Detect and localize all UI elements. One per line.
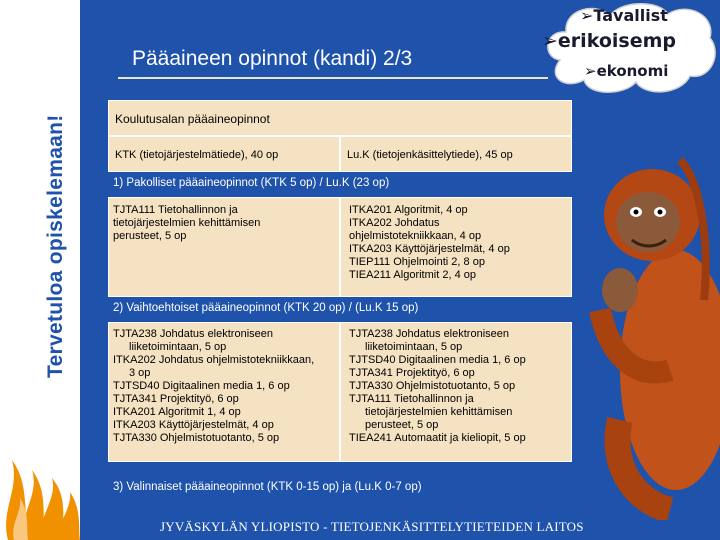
mandatory-right-box xyxy=(340,197,572,297)
sidebar-vertical-text: Tervetuloa opiskelemaan! xyxy=(44,114,67,378)
col-header-left-box xyxy=(108,136,340,172)
list-item: TIEA211 Algoritmit 2, 4 op xyxy=(349,269,476,281)
optional-right-box xyxy=(340,322,572,462)
list-item: TIEP111 Ohjelmointi 2, 8 op xyxy=(349,256,485,268)
optional-right-list xyxy=(349,328,526,445)
bubble-line-3: ➢ekonomi xyxy=(584,62,669,80)
list-item: perusteet, 5 op xyxy=(113,230,187,242)
flame-logo-icon xyxy=(0,400,80,540)
list-item: ITKA203 Käyttöjärjestelmät, 4 op xyxy=(349,243,510,255)
list-item: TJTA238 Johdatus elektroniseen xyxy=(349,328,509,340)
section-header-box xyxy=(108,100,572,136)
section-1-label: 1) Pakolliset pääaineopinnot (KTK 5 op) / Lu.K (23 op) xyxy=(113,177,390,189)
optional-left-box xyxy=(108,322,340,462)
list-item: ITKA202 Johdatus xyxy=(349,217,440,229)
list-item: TJTA341 Projektityö, 6 op xyxy=(113,393,239,405)
list-item: perusteet, 5 op xyxy=(365,419,439,431)
section-2-label: 2) Vaihtoehtoiset pääaineopinnot (KTK 20 op) / (Lu.K 15 op) xyxy=(113,302,419,314)
list-item: tietojärjestelmien kehittämisen xyxy=(113,217,261,229)
col-header-left: KTK (tietojärjestelmätiede), 40 op xyxy=(115,149,279,161)
sidebar xyxy=(0,0,80,540)
list-item: ITKA202 Johdatus ohjelmistotekniikkaan, xyxy=(113,354,315,366)
list-item: TJTA341 Projektityö, 6 op xyxy=(349,367,475,379)
page-title: Pääaineen opinnot (kandi) 2/3 xyxy=(132,47,413,70)
section-header: Koulutusalan pääaineopinnot xyxy=(115,112,270,126)
list-item: ITKA201 Algoritmit 1, 4 op xyxy=(113,406,241,418)
thought-bubble xyxy=(540,0,720,105)
list-item: TJTSD40 Digitaalinen media 1, 6 op xyxy=(349,354,526,366)
section-3-label: 3) Valinnaiset pääaineopinnot (KTK 0-15 op) ja (Lu.K 0-7 op) xyxy=(113,481,422,493)
list-item: TJTA330 Ohjelmistotuotanto, 5 op xyxy=(113,432,280,444)
list-item: liiketoimintaan, 5 op xyxy=(365,341,463,353)
list-item: ITKA201 Algoritmit, 4 op xyxy=(349,204,468,216)
list-item: TJTA111 Tietohallinnon ja xyxy=(349,393,474,405)
list-item: TJTA111 Tietohallinnon ja xyxy=(113,204,238,216)
list-item: liiketoimintaan, 5 op xyxy=(129,341,227,353)
footer: JYVÄSKYLÄN YLIOPISTO - TIETOJENKÄSITTELYTIETEIDEN LAITOS xyxy=(160,519,584,534)
orangutan-illustration xyxy=(580,120,720,520)
list-item: TIEA241 Automaatit ja kieliopit, 5 op xyxy=(349,432,526,444)
title-underline xyxy=(118,77,548,79)
list-item: tietojärjestelmien kehittämisen xyxy=(365,406,513,418)
bubble-line-2: ➢erikoisemp xyxy=(542,30,676,52)
list-item: 3 op xyxy=(129,367,151,379)
list-item: TJTA238 Johdatus elektroniseen xyxy=(113,328,273,340)
mandatory-left-list xyxy=(113,204,260,243)
mandatory-left-box xyxy=(108,197,340,297)
list-item: ITKA203 Käyttöjärjestelmät, 4 op xyxy=(113,419,274,431)
list-item: ohjelmistotekniikkaan, 4 op xyxy=(349,230,482,242)
col-header-right: Lu.K (tietojenkäsittelytiede), 45 op xyxy=(347,149,513,161)
mandatory-right-list xyxy=(349,204,510,282)
col-header-right-box xyxy=(340,136,572,172)
list-item: TJTA330 Ohjelmistotuotanto, 5 op xyxy=(349,380,516,392)
bubble-line-1: ➢Tavallist xyxy=(580,6,668,25)
optional-left-list xyxy=(113,328,314,445)
list-item: TJTSD40 Digitaalinen media 1, 6 op xyxy=(113,380,290,392)
